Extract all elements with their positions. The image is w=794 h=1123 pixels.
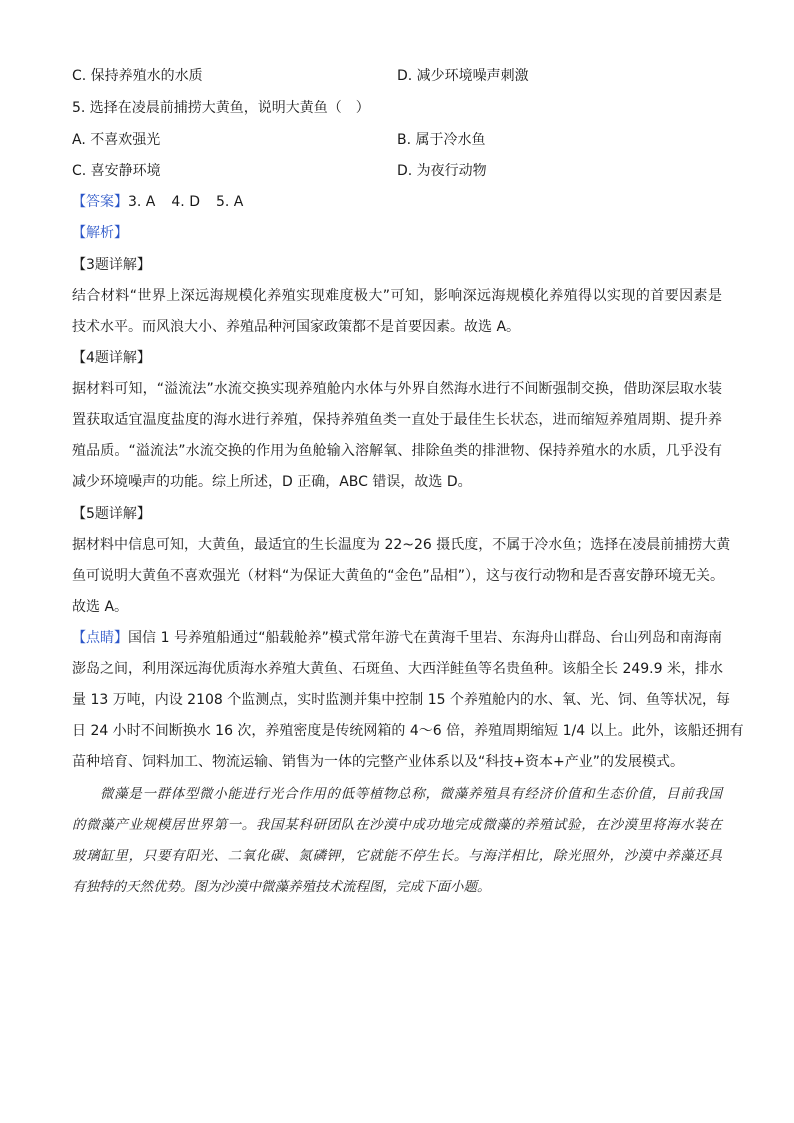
option-5a: A. 不喜欢强光 [72,132,161,148]
answer-item: 5. A [215,194,244,210]
analysis-tag: 【解析】 [72,225,128,241]
detail-4-line: 减少环境噪声的功能。综上所述，D 正确，ABC 错误，故选 D。 [72,474,472,490]
highlight-first-line [72,628,722,648]
answer-tag: 【答案】 [72,194,128,210]
answer-item: 3. A [128,194,156,210]
detail-4-heading: 【4题详解】 [72,350,151,366]
detail-5-heading: 【5题详解】 [72,506,151,522]
option-5d: D. 为夜行动物 [397,163,487,179]
highlight-tag: 【点睛】 [72,630,128,646]
detail-5-line: 故选 A。 [72,599,129,615]
highlight-line: 量 13 万吨，内设 2108 个监测点，实时监测并集中控制 15 个养殖舱内的水、氧、光、饲、鱼等状况，每 [72,692,730,708]
material-line: 微藻是一群体型微小能进行光合作用的低等植物总称，微藻养殖具有经济价值和生态价值，目前我国 [100,786,722,802]
detail-4-line: 殖品质。“溢流法”水流交换的作用为鱼舱输入溶解氧、排除鱼类的排泄物、保持养殖水的水质，几乎没有 [72,443,722,459]
detail-5-line: 据材料中信息可知，大黄鱼，最适宜的生长温度为 22~26 摄氏度，不属于冷水鱼；选择在凌晨前捕捞大黄 [72,537,731,553]
highlight-line: 国信 1 号养殖船通过“船载舱养”模式常年游弋在黄海千里岩、东海舟山群岛、台山列岛和南海南 [128,630,722,646]
material-line: 有独特的天然优势。图为沙漠中微藻养殖技术流程图，完成下面小题。 [72,879,491,895]
option-5b: B. 属于冷水鱼 [397,132,486,148]
option-4d: D. 减少环境噪声刺激 [397,68,529,84]
material-line: 的微藻产业规模居世界第一。我国某科研团队在沙漠中成功地完成微藻的养殖试验，在沙漠里将海水装在 [72,817,722,833]
highlight-line: 苗种培育、饲料加工、物流运输、销售为一体的完整产业体系以及“科技+资本+产业”的发展模式。 [72,754,684,770]
highlight-line: 日 24 小时不间断换水 16 次，养殖密度是传统网箱的 4～6 倍，养殖周期缩短 1/4 以上。此外，该船还拥有 [72,723,744,739]
detail-3-heading: 【3题详解】 [72,257,151,273]
material-line: 玻璃缸里，只要有阳光、二氧化碳、氮磷钾，它就能不停生长。与海洋相比，除光照外，沙漠中养藻还具 [72,848,722,864]
detail-3-line: 技术水平。而风浪大小、养殖品种河国家政策都不是首要因素。故选 A。 [72,319,521,335]
highlight-line: 澎岛之间，利用深远海优质海水养殖大黄鱼、石斑鱼、大西洋鲑鱼等名贵鱼种。该船全长 249.9 米，排水 [72,661,723,677]
detail-4-line: 据材料可知，“溢流法”水流交换实现养殖舱内水体与外界自然海水进行不间断强制交换，借助深层取水装 [72,381,722,397]
option-5c: C. 喜安静环境 [72,163,161,179]
option-4c: C. 保持养殖水的水质 [72,68,203,84]
answer-line [72,192,243,212]
detail-4-line: 置获取适宜温度盐度的海水进行养殖，保持养殖鱼类一直处于最佳生长状态，进而缩短养殖周期、提升养 [72,412,722,428]
answer-item: 4. D [171,194,200,210]
detail-3-line: 结合材料“世界上深远海规模化养殖实现难度极大”可知，影响深远海规模化养殖得以实现的首要因素是 [72,288,722,304]
detail-5-line: 鱼可说明大黄鱼不喜欢强光（材料“为保证大黄鱼的“金色”品相”），这与夜行动物和是否喜安静环境无关。 [72,568,725,584]
question-5-stem: 5. 选择在凌晨前捕捞大黄鱼，说明大黄鱼（ ） [72,100,370,116]
